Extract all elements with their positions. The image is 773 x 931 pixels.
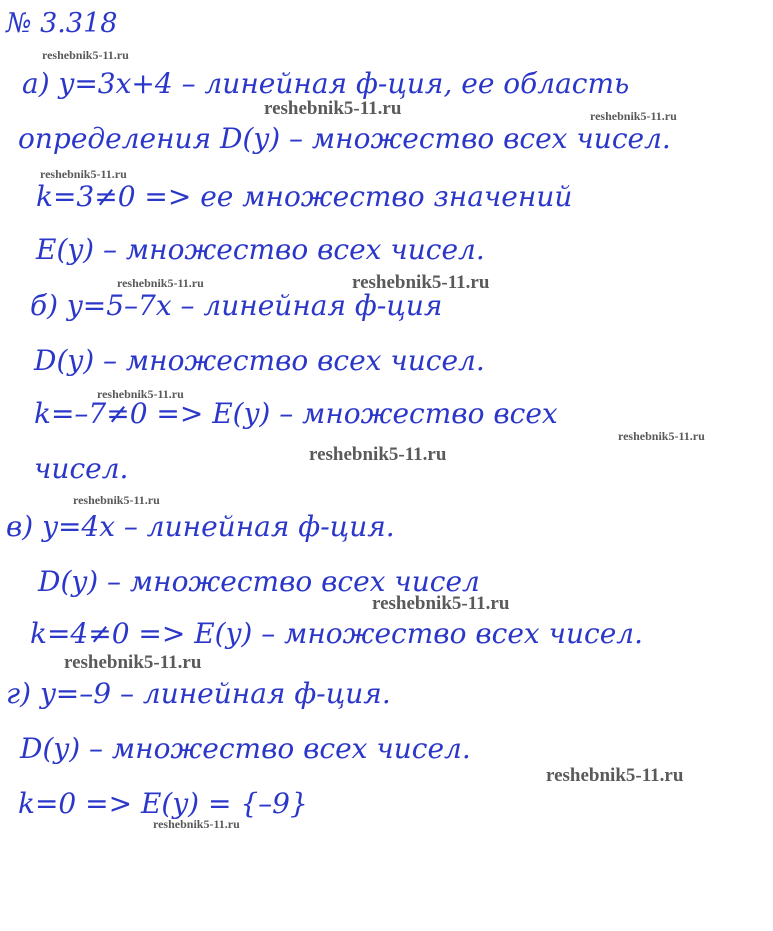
part-g-line-1: г) y=–9 – линейная ф-ция. bbox=[6, 677, 391, 710]
watermark: reshebnik5-11.ru bbox=[546, 765, 684, 786]
part-a-line-1: а) y=3x+4 – линейная ф-ция, ее область bbox=[22, 67, 630, 100]
part-g-line-3: k=0 => E(y) = {–9} bbox=[18, 787, 308, 820]
part-v-line-2: D(y) – множество всех чисел bbox=[38, 565, 480, 598]
watermark: reshebnik5-11.ru bbox=[590, 109, 677, 123]
part-g-line-2: D(y) – множество всех чисел. bbox=[20, 732, 471, 765]
part-b-line-2: D(y) – множество всех чисел. bbox=[34, 344, 485, 377]
watermark: reshebnik5-11.ru bbox=[42, 48, 129, 62]
watermark: reshebnik5-11.ru bbox=[352, 272, 490, 293]
part-v-line-1: в) y=4x – линейная ф-ция. bbox=[6, 510, 395, 543]
watermark: reshebnik5-11.ru bbox=[117, 276, 204, 290]
part-a-line-4: E(y) – множество всех чисел. bbox=[36, 233, 485, 266]
watermark: reshebnik5-11.ru bbox=[153, 817, 240, 831]
problem-number: № 3.318 bbox=[6, 8, 118, 39]
watermark: reshebnik5-11.ru bbox=[372, 593, 510, 614]
watermark: reshebnik5-11.ru bbox=[73, 493, 160, 507]
part-b-line-1: б) y=5–7x – линейная ф-ция bbox=[30, 289, 443, 322]
watermark: reshebnik5-11.ru bbox=[309, 444, 447, 465]
part-a-line-3: k=3≠0 => ее множество значений bbox=[36, 180, 573, 213]
watermark: reshebnik5-11.ru bbox=[64, 652, 202, 673]
watermark: reshebnik5-11.ru bbox=[264, 98, 402, 119]
watermark: reshebnik5-11.ru bbox=[618, 429, 705, 443]
part-b-line-3: k=–7≠0 => E(y) – множество всех bbox=[34, 397, 558, 430]
watermark: reshebnik5-11.ru bbox=[40, 167, 127, 181]
part-b-line-4: чисел. bbox=[34, 452, 129, 485]
part-a-line-2: определения D(y) – множество всех чисел. bbox=[18, 122, 671, 155]
watermark: reshebnik5-11.ru bbox=[97, 387, 184, 401]
part-v-line-3: k=4≠0 => E(y) – множество всех чисел. bbox=[30, 617, 644, 650]
